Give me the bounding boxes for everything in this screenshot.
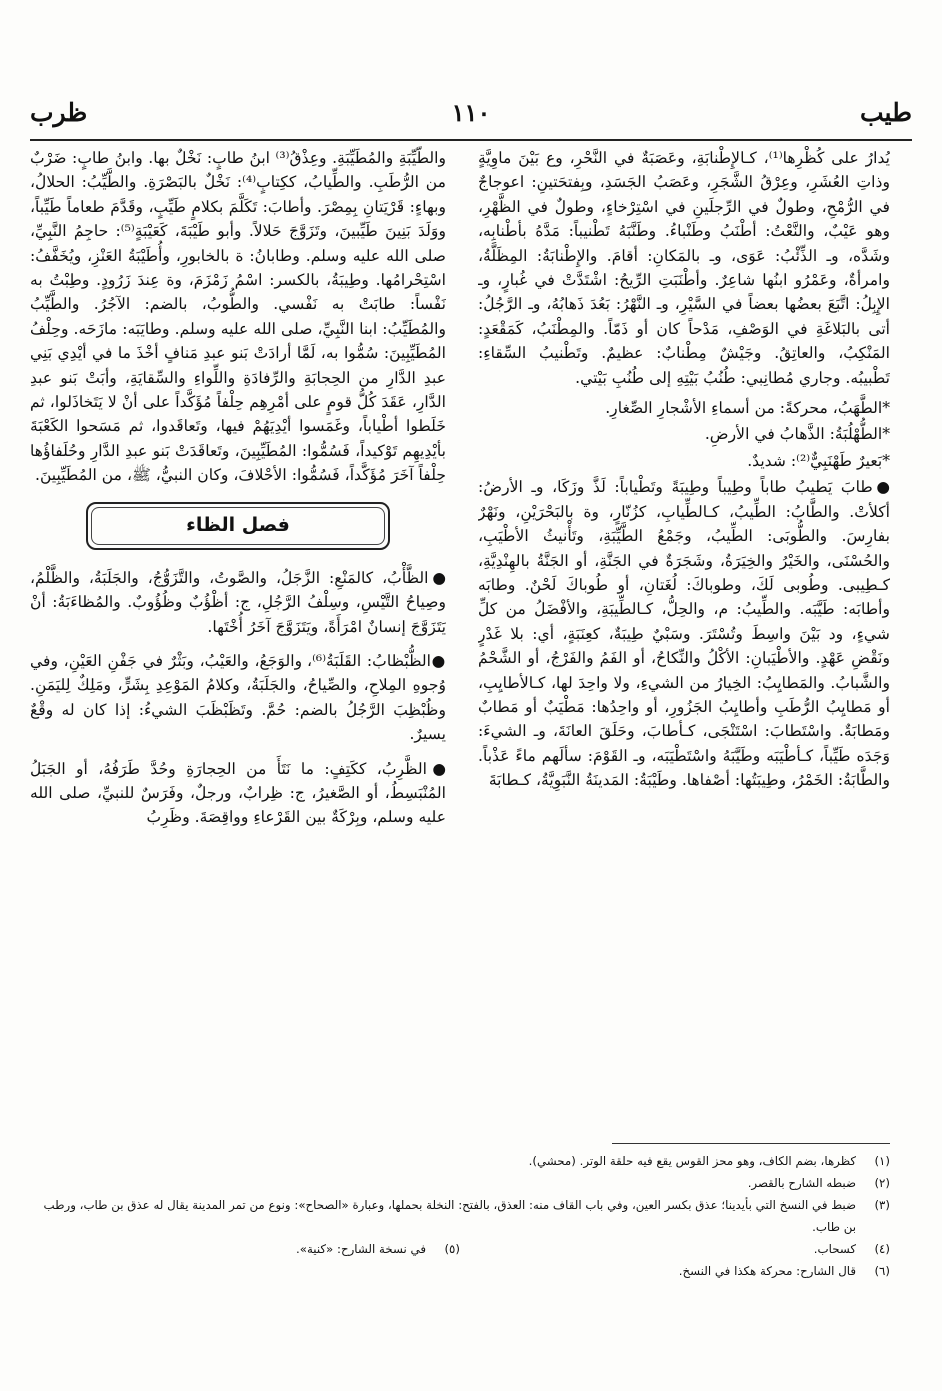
footnote-number: (٦) bbox=[874, 1264, 890, 1278]
header-left-headword: ظرب bbox=[30, 98, 88, 127]
entry-paragraph: ●الظَّأْبُ، كالمَنْعِ: الزَّجَلُ، والصَّوتُ، والتَّزَوُّجُ، والجَلَبَةُ، والظَّلْمُ، وصِياحُ التَّيْسِ، وسِلْفُ الرَّجُلِ، ج: أظْؤُبٌ وظُؤُوبٌ. والمُظاءَبَةُ: أنْ يَتَزَوَّجَ إنسانٌ امْرَأَةً، ويَتَزَوَّجَ آخَرُ أُخْتَها. bbox=[30, 568, 446, 636]
footnote bbox=[30, 1260, 890, 1282]
footnote-row bbox=[30, 1238, 890, 1260]
footnote-rule bbox=[612, 1143, 890, 1144]
entry-paragraph: يُدارُ على كُظْرِها⁽¹⁾، كـالإِطْنابَةِ، وعَصَبَةٌ في النَّحْرِ، وع بَيْنَ ماوِيَّةٍ وذاتِ العُشَرِ، وعِرْقُ الشَّجَرِ، وعَصَبُ الجَسَدِ، وبِفتحَتينِ: اعوجاجٌ في الرُّمْحِ، وطولٌ في الرِّجلَينِ في اسْتِرْخاءٍ، وطولٌ في الظَّهْرِ، وهو عَيْبٌ، والنَّعْتُ: أطْنَبُ وطَنْباءُ. وطَنَّبَهُ تَطْنيباً: مَدَّهُ بأطْنابِه، وشَدَّه، وـ الذِّئْبُ: عَوَى، وـ بالمَكانِ: أقامَ. والإِطْنابَةُ: المِظَلَّةُ، وامرأةٌ، وعَمْرُو ابنُها شاعِرٌ. وأطْنَبَتِ الرِّيحُ: اشْتَدَّتْ في غُبارٍ، وـ الإِبِلُ: اتَّبَعَ بعضُها بعضاً في السَّيْرِ، وـ النَّهْرُ: بَعُدَ ذَهابُهُ، وـ الرَّجُلُ: أتى بالبَلاغَةِ في الوَصْفِ، مَدْحاً كان أو ذَمّاً. والمِطْنَبُ، كَمَقْعَدٍ: المَنْكِبُ، والعاتِقُ. وجَيْشٌ مِطْنابٌ: عظيمٌ. وتَطْنيبُ السِّقاءِ: تَطْبيبُه. وجاري مُطانِبي: طُنُبُ بَيْتِهِ إلى طُنُبِ بَيْتي. bbox=[478, 149, 890, 387]
footnote-text: ضبطه الشارح بالقصر. bbox=[747, 1176, 856, 1190]
footnote-text: قال الشارح: محركة هكذا في النسخ. bbox=[678, 1264, 856, 1278]
footnote-number: (٣) bbox=[874, 1198, 890, 1212]
entry-paragraph: *الطُّهْلُبَةُ: الذَّهابُ في الأرضِ. bbox=[704, 425, 890, 444]
footnote bbox=[30, 1150, 890, 1172]
footnote-text: كسحاب. bbox=[813, 1242, 856, 1256]
entry-paragraph: والطَّيِّبَةِ والمُطَيِّبَةِ. وعِذْقُ⁽³⁾ ابنُ طابٍ: نَخْلٌ بها. وابنُ طابٍ: ضَرْبٌ من الرُّطَبِ. والطِّيابُ، ككِتابٍ⁽⁴⁾: نَخْلٌ بالبَصْرَةِ. والطَّيِّبُ: الحلالُ، وبهاءٍ: قَرْيَتانِ بِمِصْرَ. وأطابَ: تَكَلَّمَ بكلامٍ طَيِّبٍ، وقَدَّمَ طعاماً طَيِّباً، ووَلَدَ بَنِينَ طَيِّبينَ، وتَزَوَّجَ حَلالاً. وأبو طَيْبَةَ، كَعَيْبَةٍ⁽⁵⁾: حاجِمُ النَّبِيِّ، صلى الله عليه وسلم. وطابانُ: ة بالخابورِ، وأُطَيْبَةُ العَنْزِ، ويُخَفَّفُ: اسْتِحْرامُها. وطِيبَةُ، بالكسر: اسْمُ زَمْزَمَ، وة عِندَ زَرُودٍ. وطِبْتُ به نَفْساً: طابَتْ به نَفْسي. والطُّوبُ، بالضم: الآجُرُ. والطَّيِّبُ والمُطَيِّبُ: ابنا النَّبِيِّ، صلى الله عليه وسلم. وطايَبَه: مازَحَه. وحِلْفُ المُطَيِّبِينَ: سُمُّوا به، لَمَّا أرادَتْ بَنو عبدِ مَنافٍ أخْذَ ما في أيْدِي بَنِي عبدِ الدَّارِ من الحِجابَةِ والرِّفادَةِ واللِّواءِ والسِّقايَةِ، وأبَتْ بَنو عبدِ الدَّارِ، عَقَدَ كُلُّ قومٍ على أمْرِهِم حِلْفاً مُؤَكَّداً على أنْ لا يَتَخاذَلوا، ثم خَلَطوا أطْياباً، وغَمَسوا أيْدِيَهُمْ فيها، وتَعاقَدوا، ثم مَسَحوا الكَعْبَةَ بأيْدِيهِم تَوْكيداً، فَسُمُّوا: المُطَيِّبِينَ، وتَعاقَدَتْ بَنو عبدِ الدَّارِ وحُلَفاؤُها حِلْفاً آخَرَ مُؤَكَّداً، فَسُمُّوا: الأحْلافَ، وكان النبيُّ، ﷺ، من المُطَيِّبِينَ. bbox=[30, 149, 446, 485]
header-rule bbox=[30, 139, 912, 141]
entry-paragraph: *بَعيرٌ طَهْنَبِيٌّ⁽²⁾: شديدٌ. bbox=[747, 451, 890, 470]
footnote bbox=[460, 1238, 890, 1260]
page-header bbox=[30, 98, 912, 138]
footnote-text: ضبط في النسخ التي بأيدينا؛ عذق بكسر العين، وفي باب القاف منه: العذق، بالفتح: النخلة بحملها، وعبارة «الصحاح»: ونوع من تمر المدينة يقال له عذق بن طاب، ورطب بن طاب. bbox=[43, 1198, 856, 1234]
footnote-number: (٤) bbox=[874, 1242, 890, 1256]
right-column bbox=[478, 146, 890, 1138]
section-title-box bbox=[86, 502, 390, 550]
header-right-headword: طيب bbox=[860, 98, 912, 127]
entry-paragraph: ●الظَّرِبُ، ككَتِفٍ: ما نَتَأَ من الحِجارَةِ وحُدَّ طَرَفُهُ، أو الجَبَلُ المُنْبَسِطُ، أو الصَّغيرُ، ج: ظِرابٌ، ورجلٌ، وفَرَسٌ للنبيِّ، صلى الله عليه وسلم، وبِرْكَةٌ بين القَرْعاءِ وواقِصَةَ. وظَرِبُ bbox=[30, 759, 446, 827]
footnote-number: (٢) bbox=[874, 1176, 890, 1190]
entry-paragraph: ●الظُّبْظابُ: القَلَبَةُ⁽⁶⁾، والوَجَعُ، والعَيْبُ، وبَثْرٌ في جَفْنِ العَيْنِ، وفي وُجوهِ المِلاحِ، والصِّياحُ، والجَلَبَةُ، وكلامُ المَوْعِدِ بِشَرٍّ، ومَلِكٌ لِليَمَنِ. وظُبْظِبَ الرَّجُلُ بالضم: حُمَّ. وتَظَبْظَبَ الشيءُ: إذا كان له وقْعٌ يسيرٌ. bbox=[30, 651, 446, 744]
footnote-number: (٥) bbox=[444, 1242, 460, 1256]
footnote-number: (١) bbox=[874, 1154, 890, 1168]
left-column bbox=[30, 146, 446, 1136]
footnotes bbox=[30, 1150, 890, 1282]
section-title: فصل الظاء bbox=[186, 514, 290, 537]
entry-paragraph: ●طابَ يَطيبُ طاباً وطِيباً وطِيبَةً وتَطْياباً: لَذَّ وزَكَا، وـ الأرضُ: أكلأتْ. والطَّابُ: الطِّيبُ، كـالطِّيابِ، كزُنّارٍ، وة بالبَحْرَيْنِ، ونَهْرٌ بفارِسَ. والطُّوبَى: الطِّيبُ، وجَمْعُ الطَّيِّبَةِ، وتَأْنيثُ الأطْيَبِ، والحُسْنَى، والخَيْرُ والخِيَرَةُ، وشَجَرَةٌ في الجَنَّةِ، أو الجَنَّةُ بالهِنْدِيَّةِ، كـطِيبى. وطُوبى لَكَ، وطوباكَ: لُغَتانِ، أو طُوباكَ لَحْنٌ. وطابَه وأطابَه: طَيَّبَه. والطِّيبُ: م، والحِلُّ، كـالطِّيبَةِ، والأفْضَلُ من كلِّ شيءٍ، ود بَيْنَ واسِطَ وتُسْتَرَ. وسَبْيٌ طِيبَةٌ، كعِنَبَةٍ، أي: بلا غَدْرٍ ونَقْضِ عَهْدٍ. والأطْيَبانِ: الأكْلُ والنِّكاحُ، أو الفَمُ والفَرْجُ، أو الشَّحْمُ والشَّبابُ. والمَطايِبُ: الخِيارُ من الشيءِ، ولا واحِدَ لها، كـالأطايِبِ، أو مَطايِبُ الرُّطَبِ وأطايِبُ الجَزُورِ، أو واحِدُها: مَطْيَبٌ أو مَطابٌ ومَطابَةٌ. واسْتَطابَ: اسْتَنْجَى، كـأطابَ، وحَلَقَ العانَةَ، وـ الشيءَ: وَجَدَه طَيِّباً، كـأطْيَبَه وطَيَّبَهُ واسْتَطْيَبَه، وـ القَوْمَ: سألَهم ماءً عَذْباً. والطَّابَةُ: الخَمْرُ، وطِيبَتُها: أصْفاها. وطَيْبَةُ: المَدينَةُ النَّبَوِيَّةُ، كـطابَةَ bbox=[478, 478, 890, 790]
footnote bbox=[30, 1194, 890, 1238]
footnote-text: في نسخة الشارح: «كنية». bbox=[296, 1242, 426, 1256]
entry-paragraph: *الطَّهَبُ، محركةً: من أسماءِ الأشْجارِ الصِّغارِ. bbox=[605, 399, 890, 418]
footnote-text: كظرها، بضم الكاف، وهو محز القوس يقع فيه حلقة الوتر. (محشي). bbox=[528, 1154, 856, 1168]
footnote bbox=[30, 1238, 460, 1260]
page-number: ١١٠ bbox=[451, 98, 491, 127]
footnote bbox=[30, 1172, 890, 1194]
